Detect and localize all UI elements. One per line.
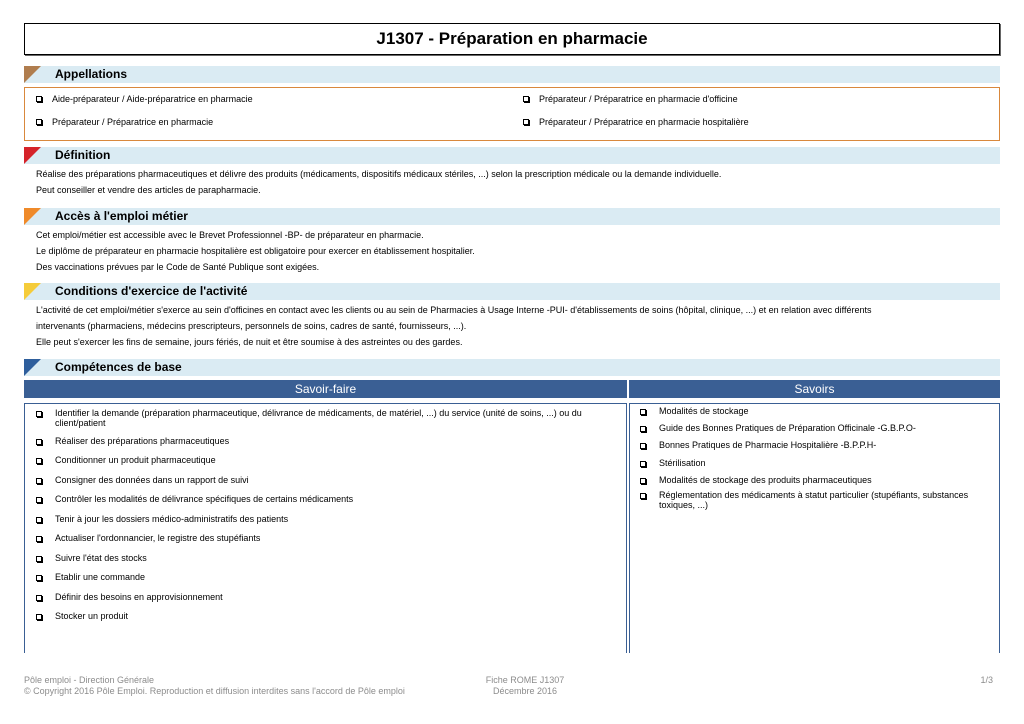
section-marker-icon bbox=[24, 359, 41, 376]
checkbox-bullet-icon bbox=[36, 517, 42, 523]
savoir-faire-header: Savoir-faire bbox=[24, 380, 627, 398]
page-number: 1/3 bbox=[980, 675, 993, 685]
checkbox-bullet-icon bbox=[36, 439, 42, 445]
footer-fiche: Fiche ROME J1307 bbox=[485, 675, 565, 685]
checkbox-bullet-icon bbox=[36, 119, 42, 125]
checkbox-bullet-icon bbox=[523, 96, 529, 102]
section-marker-icon bbox=[24, 66, 41, 83]
acces-text: Cet emploi/métier est accessible avec le Brevet Professionnel -BP- de préparateur en pharmacie. bbox=[36, 230, 424, 240]
checkbox-bullet-icon bbox=[36, 536, 42, 542]
checkbox-bullet-icon bbox=[36, 96, 42, 102]
list-item: Aide-préparateur / Aide-préparatrice en pharmacie bbox=[36, 94, 253, 105]
checkbox-bullet-icon bbox=[640, 493, 646, 499]
list-item: Préparateur / Préparatrice en pharmacie bbox=[36, 117, 213, 128]
checkbox-bullet-icon bbox=[640, 461, 646, 467]
appellations-list bbox=[24, 87, 1000, 141]
savoir-faire-column: Identifier la demande (préparation pharmaceutique, délivrance de médicaments, de matériel, ...) du service (unité de soins, ...) ou du client/patient Réaliser des préparations pharmaceutiques Conditionner un produit pharmaceutique Consigner des données dans un rapport de suivi Contrôler les modalités de délivrance spécifiques de certains médicaments Tenir à jour les dossiers médico-administratifs des patients Actualiser l'ordonnancier, le registre des stupéfiants Suivre l'état des stocks Etablir une commande Définir des besoins en approvisionnement Stocker un produit bbox=[24, 403, 627, 653]
footer-copyright: © Copyright 2016 Pôle Emploi. Reproduction et diffusion interdites sans l'accord de Pôle emploi bbox=[24, 686, 405, 696]
conditions-text: Elle peut s'exercer les fins de semaine, jours fériés, de nuit et être soumise à des astreintes ou des gardes. bbox=[36, 337, 463, 347]
section-title: Accès à l'emploi métier bbox=[55, 209, 188, 223]
conditions-text: L'activité de cet emploi/métier s'exerce au sein d'officines en contact avec les clients ou au sein de Pharmacies à Usage Interne -PUI- d'établissements de soins (hôpital, clinique, ...) et en relation avec différents bbox=[36, 305, 872, 315]
section-title: Définition bbox=[55, 148, 111, 162]
checkbox-bullet-icon bbox=[36, 411, 42, 417]
section-marker-icon bbox=[24, 283, 41, 300]
checkbox-bullet-icon bbox=[640, 409, 646, 415]
acces-text: Le diplôme de préparateur en pharmacie hospitalière est obligatoire pour exercer en établissement hospitalier. bbox=[36, 246, 475, 256]
checkbox-bullet-icon bbox=[640, 426, 646, 432]
savoirs-column: Modalités de stockage Guide des Bonnes Pratiques de Préparation Officinale -G.B.P.O- Bonnes Pratiques de Pharmacie Hospitalière -B.P.P.H- Stérilisation Modalités de stockage des produits pharmaceutiques Réglementation des médicaments à statut particulier (stupéfiants, substances toxiques, ...) bbox=[629, 403, 1000, 653]
checkbox-bullet-icon bbox=[523, 119, 529, 125]
section-title: Compétences de base bbox=[55, 360, 182, 374]
section-title: Conditions d'exercice de l'activité bbox=[55, 284, 248, 298]
checkbox-bullet-icon bbox=[36, 478, 42, 484]
checkbox-bullet-icon bbox=[36, 497, 42, 503]
definition-text: Réalise des préparations pharmaceutiques et délivre des produits (médicaments, dispositifs médicaux stériles, ...) selon la prescription médicale ou la demande individuelle. bbox=[36, 169, 722, 179]
page-title: J1307 - Préparation en pharmacie bbox=[24, 23, 1000, 55]
section-definition-header bbox=[24, 147, 1000, 164]
definition-text: Peut conseiller et vendre des articles de parapharmacie. bbox=[36, 185, 261, 195]
section-marker-icon bbox=[24, 208, 41, 225]
footer-center bbox=[466, 675, 584, 697]
savoirs-header: Savoirs bbox=[629, 380, 1000, 398]
acces-text: Des vaccinations prévues par le Code de Santé Publique sont exigées. bbox=[36, 262, 320, 272]
checkbox-bullet-icon bbox=[36, 575, 42, 581]
section-competences-header bbox=[24, 359, 1000, 376]
checkbox-bullet-icon bbox=[36, 458, 42, 464]
list-item: Préparateur / Préparatrice en pharmacie d'officine bbox=[523, 94, 738, 105]
conditions-text: intervenants (pharmaciens, médecins prescripteurs, personnels de soins, cadres de santé, fournisseurs, ...). bbox=[36, 321, 467, 331]
checkbox-bullet-icon bbox=[640, 443, 646, 449]
section-conditions-header bbox=[24, 283, 1000, 300]
section-acces-header bbox=[24, 208, 1000, 225]
footer-date: Décembre 2016 bbox=[492, 686, 558, 696]
section-marker-icon bbox=[24, 147, 41, 164]
section-appellations-header bbox=[24, 66, 1000, 83]
checkbox-bullet-icon bbox=[36, 556, 42, 562]
checkbox-bullet-icon bbox=[36, 614, 42, 620]
footer-org: Pôle emploi - Direction Générale bbox=[24, 675, 155, 685]
checkbox-bullet-icon bbox=[36, 595, 42, 601]
checkbox-bullet-icon bbox=[640, 478, 646, 484]
footer-left bbox=[24, 675, 405, 697]
list-item: Préparateur / Préparatrice en pharmacie hospitalière bbox=[523, 117, 749, 128]
section-title: Appellations bbox=[55, 67, 128, 81]
